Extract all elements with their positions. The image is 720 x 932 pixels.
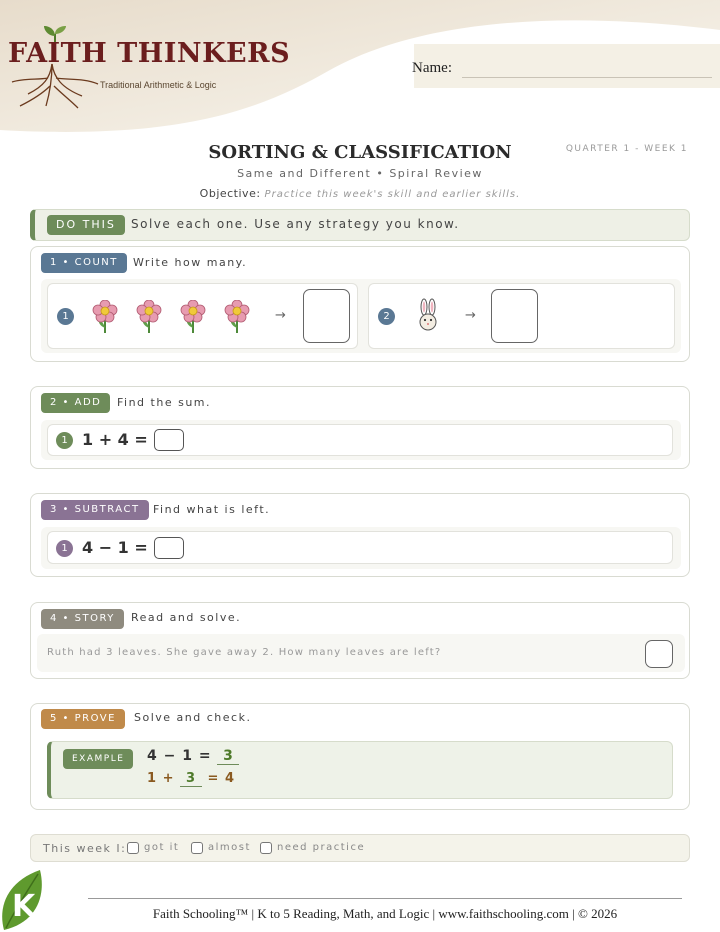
section-prove	[30, 703, 690, 810]
subtract-equation: 4 − 1 =	[82, 538, 148, 557]
subtract-tag: 3 • SUBTRACT	[41, 500, 149, 520]
check-equation-left: 1 +	[147, 771, 175, 786]
answer-box[interactable]	[303, 289, 350, 343]
do-this-bar	[30, 209, 690, 241]
checkbox-label: got it	[144, 842, 180, 853]
footer-divider	[88, 898, 682, 899]
answer-box[interactable]	[645, 640, 673, 668]
count-tag: 1 • COUNT	[41, 253, 127, 273]
flower-icon	[224, 300, 250, 334]
arrow-icon: →	[465, 308, 476, 323]
k-leaf-logo-icon	[0, 868, 48, 932]
subtract-problem-1	[47, 531, 673, 564]
problem-number-badge: 1	[57, 308, 74, 325]
page-subtitle: Same and Different • Spiral Review	[237, 167, 483, 180]
check-equation-right: = 4	[207, 771, 235, 786]
do-this-text: Solve each one. Use any strategy you know.	[131, 217, 460, 231]
name-area	[414, 44, 720, 88]
bunny-icon	[417, 298, 439, 332]
story-instruction: Read and solve.	[131, 611, 242, 624]
section-count	[30, 246, 690, 362]
add-problem-area	[41, 420, 681, 460]
name-label: Name:	[412, 60, 452, 76]
count-instruction: Write how many.	[133, 256, 248, 269]
section-add	[30, 386, 690, 469]
checkbox-label: need practice	[277, 842, 366, 853]
do-this-tag: DO THIS	[47, 215, 125, 235]
story-tag: 4 • STORY	[41, 609, 124, 629]
example-panel	[47, 741, 673, 799]
arrow-icon: →	[275, 308, 286, 323]
section-subtract	[30, 493, 690, 577]
flower-icon	[92, 300, 118, 334]
example-equation-left: 4 − 1 =	[147, 748, 212, 764]
flower-icon	[136, 300, 162, 334]
this-week-label: This week I:	[43, 842, 127, 855]
checkbox-almost[interactable]	[191, 842, 203, 854]
logo-subtitle: Traditional Arithmetic & Logic	[100, 80, 217, 90]
objective-label: Objective:	[199, 187, 261, 200]
count-problems-area	[41, 279, 681, 353]
name-input-line[interactable]	[462, 77, 712, 78]
answer-box[interactable]	[491, 289, 538, 343]
count-problem-1	[47, 283, 358, 349]
answer-box[interactable]	[154, 429, 184, 451]
logo-title: FAITH THINKERS	[8, 38, 291, 69]
quarter-week-label: QUARTER 1 - WEEK 1	[565, 144, 688, 154]
section-story	[30, 602, 690, 679]
add-equation: 1 + 4 =	[82, 430, 148, 449]
example-equation	[147, 748, 239, 765]
checkbox-label: almost	[208, 842, 251, 853]
svg-text:K: K	[12, 889, 36, 924]
checkbox-need-practice[interactable]	[260, 842, 272, 854]
problem-number-badge: 2	[378, 308, 395, 325]
objective-text: Practice this week's skill and earlier skills.	[264, 189, 521, 200]
page-title: SORTING & CLASSIFICATION	[208, 142, 512, 163]
prove-tag: 5 • PROVE	[41, 709, 125, 729]
add-tag: 2 • ADD	[41, 393, 110, 413]
check-answer: 3	[180, 771, 202, 787]
problem-number-badge: 1	[56, 540, 73, 557]
check-equation	[147, 771, 235, 787]
example-answer: 3	[217, 748, 239, 765]
subtract-problem-area	[41, 527, 681, 569]
this-week-bar	[30, 834, 690, 862]
subtract-instruction: Find what is left.	[153, 503, 271, 516]
prove-instruction: Solve and check.	[134, 711, 252, 724]
answer-box[interactable]	[154, 537, 184, 559]
objective	[0, 187, 720, 200]
checkbox-got-it[interactable]	[127, 842, 139, 854]
example-tag: EXAMPLE	[63, 749, 133, 769]
problem-number-badge: 1	[56, 432, 73, 449]
story-text: Ruth had 3 leaves. She gave away 2. How many leaves are left?	[47, 647, 442, 658]
flower-icon	[180, 300, 206, 334]
add-instruction: Find the sum.	[117, 396, 211, 409]
add-problem-1	[47, 424, 673, 456]
footer-text: Faith Schooling™ | K to 5 Reading, Math, and Logic | www.faithschooling.com | © 2026	[152, 906, 618, 921]
count-problem-2	[368, 283, 675, 349]
story-problem-area	[37, 634, 685, 672]
